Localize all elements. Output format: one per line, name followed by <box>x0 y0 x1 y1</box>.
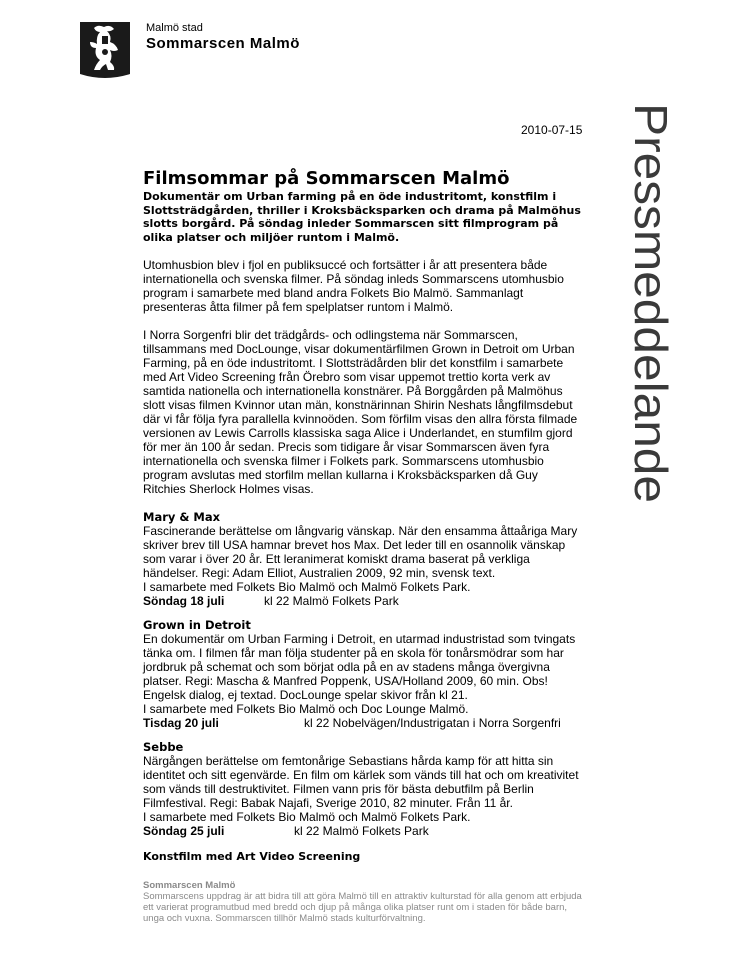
film-title: Grown in Detroit <box>143 618 251 632</box>
press-date: 2010-07-15 <box>521 123 583 137</box>
film-partner: I samarbete med Folkets Bio Malmö och Malmö Folkets Park. <box>143 580 471 594</box>
press-release-text: Pressmeddelande <box>625 103 677 474</box>
film-entry <box>143 740 583 838</box>
press-release-body <box>143 168 583 864</box>
page-title: Filmsommar på Sommarscen Malmö <box>143 168 510 189</box>
konstfilm-heading: Konstfilm med Art Video Screening <box>143 850 361 863</box>
film-schedule <box>143 594 583 608</box>
film-description: Närgången berättelse om femtonårige Sebastians hårda kamp för att hitta sin identitet och sitt egenvärde. En film om kärlek som vänds till hat och om kreativitet som vänds till destruktivitet. Filmen vann pris för bästa debutfilm på Berlin Filmfestival. Regi: Babak Najafi, Sverige 2010, 82 minuter. Från 11 år. <box>143 754 579 810</box>
org-small-label: Malmö stad <box>146 22 203 34</box>
malmo-griffin-crest-icon <box>80 22 130 78</box>
lead-paragraph: Dokumentär om Urban farming på en öde industritomt, konstfilm i Slottsträdgården, thriller i Kroksbäcksparken och drama på Malmöhus slotts borgård. På söndag inleder Sommarscen sitt filmprogram på olika platser och miljöer runtom i Malmö. <box>143 190 581 244</box>
film-partner: I samarbete med Folkets Bio Malmö och Doc Lounge Malmö. <box>143 702 469 716</box>
film-schedule <box>143 824 583 838</box>
body-paragraph: Utomhusbion blev i fjol en publiksuccé och fortsätter i år att presentera både internationella och svenska filmer. På söndag inleds Sommarscens utomhusbio program i samarbete med bland andra Folkets Bio Malmö. Sammanlagt presenteras åtta filmer på fem spelplatser runtom i Malmö. <box>143 258 564 314</box>
film-entry <box>143 618 583 730</box>
footer-title: Sommarscen Malmö <box>143 880 236 891</box>
press-release-vertical-label <box>600 100 680 510</box>
org-name: Sommarscen Malmö <box>146 35 300 52</box>
film-day: Söndag 25 juli <box>143 824 225 838</box>
film-title: Sebbe <box>143 740 184 754</box>
film-time-place: kl 22 Malmö Folkets Park <box>294 824 429 838</box>
film-partner: I samarbete med Folkets Bio Malmö och Malmö Folkets Park. <box>143 810 471 824</box>
footer-text: Sommarscens uppdrag är att bidra till att göra Malmö till en attraktiv kulturstad för alla genom att erbjuda ett varierat programutbud med bredd och djup på många olika platser runt om i staden för både barn, unga och vuxna. Sommarscen tillhör Malmö stads kulturförvaltning. <box>143 891 582 924</box>
film-description: Fascinerande berättelse om långvarig vänskap. När den ensamma åttaåriga Mary skriver brev till USA hamnar brevet hos Max. Det leder till en osannolik vänskap som varar i över 20 år. Ett leranimerat komiskt drama baserat på verkliga händelser. Regi: Adam Elliot, Australien 2009, 92 min, svensk text. <box>143 524 578 580</box>
film-schedule <box>143 716 583 730</box>
film-title: Mary & Max <box>143 510 221 524</box>
film-time-place: kl 22 Nobelvägen/Industrigatan i Norra Sorgenfri <box>304 716 561 730</box>
body-paragraph: I Norra Sorgenfri blir det trädgårds- och odlingstema när Sommarscen, tillsammans med DocLounge, visar dokumentärfilmen Grown in Detroit om Urban Farming, på en öde industritomt. I Slottsträdården blir det konstfilm i samarbete med Art Video Screening från Örebro som visar uppemot trettio korta verk av samtida nationella och internationella konstnärer. På Borggården på Malmöhus slott visas filmen Kvinnor utan män, konstnärinnan Shirin Neshats långfilmsdebut där vi får följa fyra parallella kvinnoöden. Som förfilm visas den allra första filmade versionen av Lewis Carrolls klassiska saga Alice i Underlandet, en stumfilm gjord för mer än 100 år sedan. Precis som tidigare år visar Sommarscen även fyra internationella och svenska filmer i Folkets park. Sommarscens utomhusbio program avslutas med storfilm mellan kullarna i Kroksbäcksparken då Guy Ritchies Sherlock Holmes visas. <box>143 328 578 496</box>
film-entry <box>143 510 583 608</box>
film-description: En dokumentär om Urban Farming i Detroit, en utarmad industristad som tvingats tänka om. I filmen får man följa studenter på en skola för tonårsmödrar som har jordbruk på schemat och som börjat odla på en av stadens många övergivna platser. Regi: Mascha & Manfred Poppenk, USA/Holland 2009, 60 min. Obs! Engelsk dialog, ej textad. DocLounge spelar skivor från kl 21. <box>143 632 576 702</box>
film-day: Söndag 18 juli <box>143 594 225 608</box>
footer <box>143 880 583 924</box>
film-day: Tisdag 20 juli <box>143 716 219 730</box>
film-time-place: kl 22 Malmö Folkets Park <box>264 594 399 608</box>
